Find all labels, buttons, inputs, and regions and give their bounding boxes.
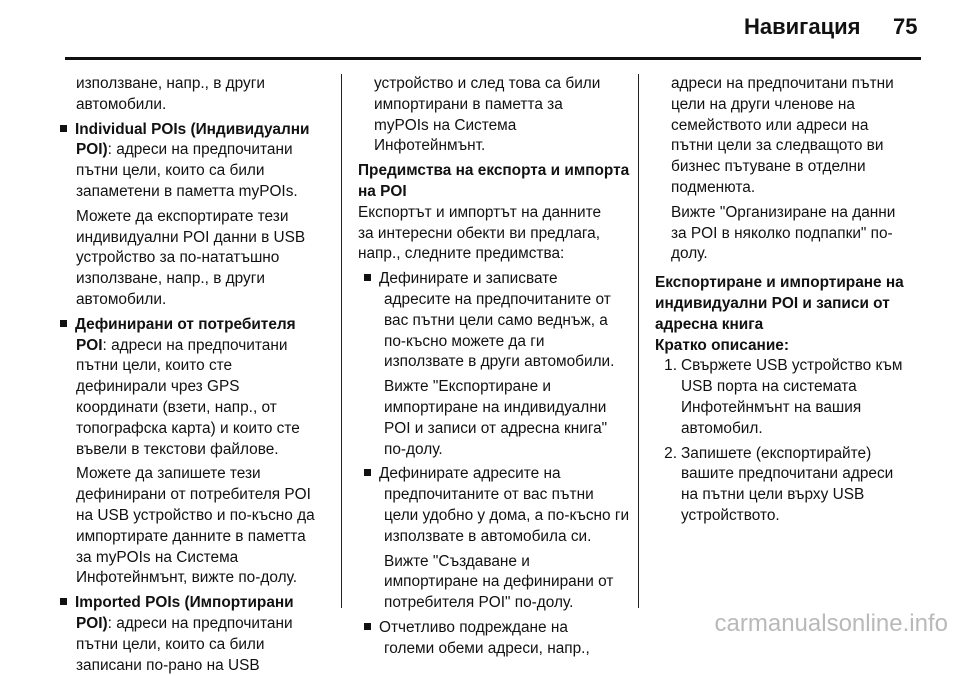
bullet-icon (60, 598, 67, 605)
watermark: carmanualsonline.info (714, 610, 948, 637)
bullet-icon (60, 320, 67, 327)
page-number: 75 (893, 14, 918, 39)
bullet-item: Дефинирате адресите на (358, 464, 628, 485)
column-1: използване, напр., в други автомобили. Individual POIs (Индивидуални POI): адреси на предпочитани пътни цели, които са били запаметени в паметта myPOIs. Можете да експортирате тези индивидуални POI данни в USB устройство за по-нататъшно използване, напр., в други автомобили. Дефинирани от потребителя POI: адреси на предпочитани пътни цели, които сте дефинирали чрез GPS координати (взети, напр., от топографска карта) и които сте въвели в текстови файлове. Можете да запишете тези дефинирани от потребителя POI на USB устройство и по-късно да импортирате данните в паметта за myPOIs на Система Инфотейнмънт, вижте по-долу. Imported POIs (Импортирани POI): адреси на предпочитани пътни цели, които са били записани по-рано на USB (60, 74, 330, 676)
section-heading: адресна книга (655, 315, 764, 333)
bullet-icon (364, 469, 371, 476)
section-heading: индивидуални POI и записи от (655, 294, 890, 312)
bullet-item-imported-pois: Imported POIs (Импортирани (60, 593, 330, 614)
header-rule (65, 57, 921, 60)
page-header-title: Навигация (744, 14, 861, 39)
bullet-icon (364, 274, 371, 281)
bullet-icon (364, 623, 371, 630)
section-heading: Експортиране и импортиране на (655, 274, 904, 292)
bullet-item-user-defined-poi: Дефинирани от потребителя (60, 315, 330, 336)
bullet-icon (60, 125, 67, 132)
numbered-step: 2. Запишете (експортирайте) (664, 444, 872, 462)
subheading: Кратко описание: (655, 336, 789, 354)
text-line: използване, напр., в други (76, 75, 265, 92)
column-3: адреси на предпочитани пътни цели на други членове на семейството или адреси на пътни цели за следващото ви бизнес пътуване в отделни подменюта. Вижте "Организиране на данни за POI в няколко подпапки" по- долу. Експортиране и импортиране на индивидуални POI и записи от адресна книга Кратко описание: 1. Свържете USB устройство към USB порта на системата Инфотейнмънт на вашия автомобил. 2. Запишете (експортирайте) вашите предпочитани адреси на пътни цели върху USB устройството. (655, 74, 930, 527)
text-line: автомобили. (76, 95, 167, 113)
section-heading: на POI (358, 182, 407, 200)
column-divider (638, 74, 639, 608)
bullet-item: Отчетливо подреждане на (358, 618, 628, 639)
section-heading: Предимства на експорта и импорта (358, 162, 630, 180)
bullet-item-individual-pois: Individual POIs (Индивидуални (60, 120, 330, 141)
column-divider (341, 74, 342, 608)
column-2: устройство и след това са били импортирани в паметта за myPOIs на Система Инфотейнмънт. Предимства на експорта и импорта на POI Експортът и импортът на данните за интересни обекти ви предлага, напр., следните предимства: Дефинирате и записвате адресите на предпочитаните от вас пътни цели само веднъж, а по-късно можете да ги използвате в други автомобили. Вижте "Експортиране и импортиране на индивидуални POI и записи от адресна книга" по-долу. Дефинирате адресите на предпочитаните от вас пътни цели удобно у дома, а по-късно ги използвате в автомобила си. Вижте "Създаване и импортиране на дефинирани от потребителя POI" по-долу. Отчетливо подреждане на големи обеми адреси, напр., (358, 75, 630, 657)
numbered-step: 1. Свържете USB устройство към (664, 357, 903, 375)
bullet-item: Дефинирате и записвате (358, 269, 628, 290)
